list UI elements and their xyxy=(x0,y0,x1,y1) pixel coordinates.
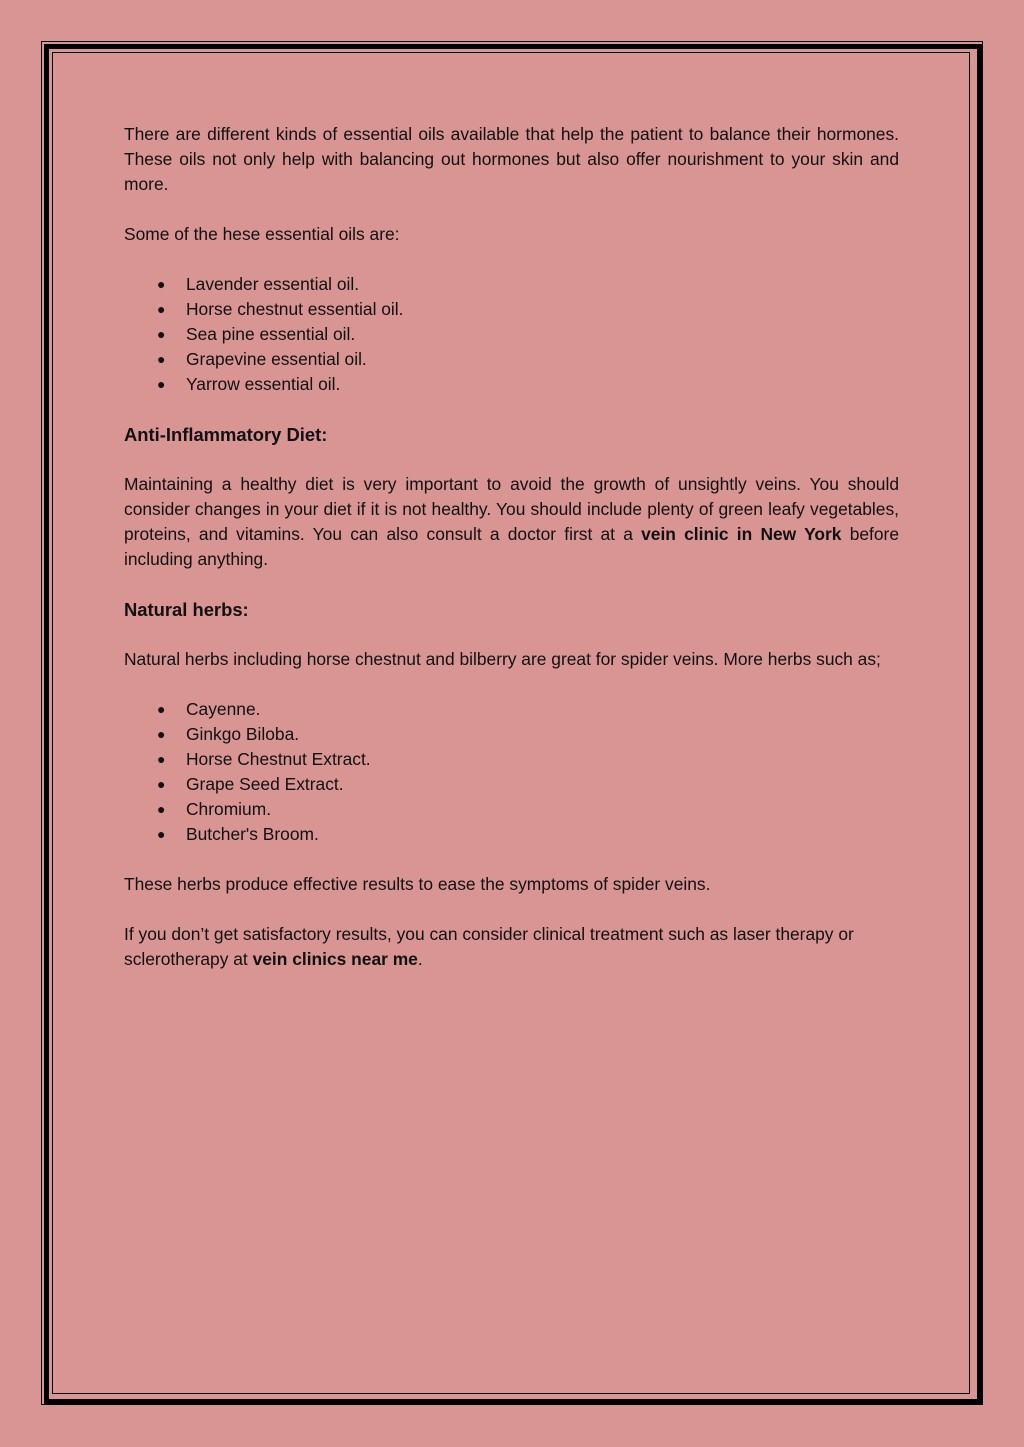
closing-text: If you don’t get satisfactory results, you can consider clinical treatment such as laser therapy or sclerotherapy at xyxy=(124,924,854,969)
closing-paragraph xyxy=(124,922,899,972)
list-item-text: Horse Chestnut Extract. xyxy=(186,749,371,769)
bullet-icon: ● xyxy=(157,351,166,367)
list-item-text: Ginkgo Biloba. xyxy=(186,724,300,744)
results-paragraph: These herbs produce effective results to ease the symptoms of spider veins. xyxy=(124,874,711,894)
list-item xyxy=(124,297,899,322)
list-item-text: Yarrow essential oil. xyxy=(186,374,341,394)
bullet-icon: ● xyxy=(157,276,166,292)
vein-clinics-near-me-link[interactable]: vein clinics near me xyxy=(252,949,418,969)
list-item-text: Lavender essential oil. xyxy=(186,274,360,294)
herbs-paragraph: Natural herbs including horse chestnut and bilberry are great for spider veins. More herbs such as; xyxy=(124,649,881,669)
list-item xyxy=(124,272,899,297)
list-item xyxy=(124,822,899,847)
list-item-text: Butcher's Broom. xyxy=(186,824,319,844)
bullet-icon: ● xyxy=(157,301,166,317)
oils-lead-paragraph: Some of the hese essential oils are: xyxy=(124,224,400,244)
list-item xyxy=(124,722,899,747)
list-item-text: Grape Seed Extract. xyxy=(186,774,344,794)
list-item-text: Chromium. xyxy=(186,799,272,819)
list-item xyxy=(124,797,899,822)
document-body xyxy=(124,122,899,997)
bullet-icon: ● xyxy=(157,801,166,817)
list-item xyxy=(124,372,899,397)
bullet-icon: ● xyxy=(157,326,166,342)
bullet-icon: ● xyxy=(157,376,166,392)
closing-text-end: . xyxy=(417,949,423,969)
diet-heading: Anti-Inflammatory Diet: xyxy=(124,424,328,445)
herbs-heading: Natural herbs: xyxy=(124,599,249,620)
list-item-text: Cayenne. xyxy=(186,699,261,719)
diet-paragraph xyxy=(124,472,899,572)
list-item xyxy=(124,347,899,372)
herbs-list xyxy=(124,697,899,847)
intro-paragraph: There are different kinds of essential oils available that help the patient to balance their hormones. These oils not only help with balancing out hormones but also offer nourishment to your skin and more. xyxy=(124,124,899,194)
list-item xyxy=(124,747,899,772)
bullet-icon: ● xyxy=(157,701,166,717)
list-item-text: Sea pine essential oil. xyxy=(186,324,356,344)
bullet-icon: ● xyxy=(157,726,166,742)
bullet-icon: ● xyxy=(157,776,166,792)
diet-text: Maintaining a healthy diet is very important to avoid the growth of unsightly veins. You should consider changes in your diet if it is not healthy. You should include plenty of green leafy vegetables, proteins, and vitamins. You can also consult a doctor first at a xyxy=(124,474,899,544)
vein-clinic-new-york-link[interactable]: vein clinic in New York xyxy=(641,524,842,544)
list-item xyxy=(124,697,899,722)
list-item xyxy=(124,772,899,797)
bullet-icon: ● xyxy=(157,751,166,767)
list-item xyxy=(124,322,899,347)
list-item-text: Grapevine essential oil. xyxy=(186,349,367,369)
list-item-text: Horse chestnut essential oil. xyxy=(186,299,404,319)
diet-text-end: before including anything. xyxy=(124,524,900,569)
essential-oils-list xyxy=(124,272,899,397)
bullet-icon: ● xyxy=(157,826,166,842)
